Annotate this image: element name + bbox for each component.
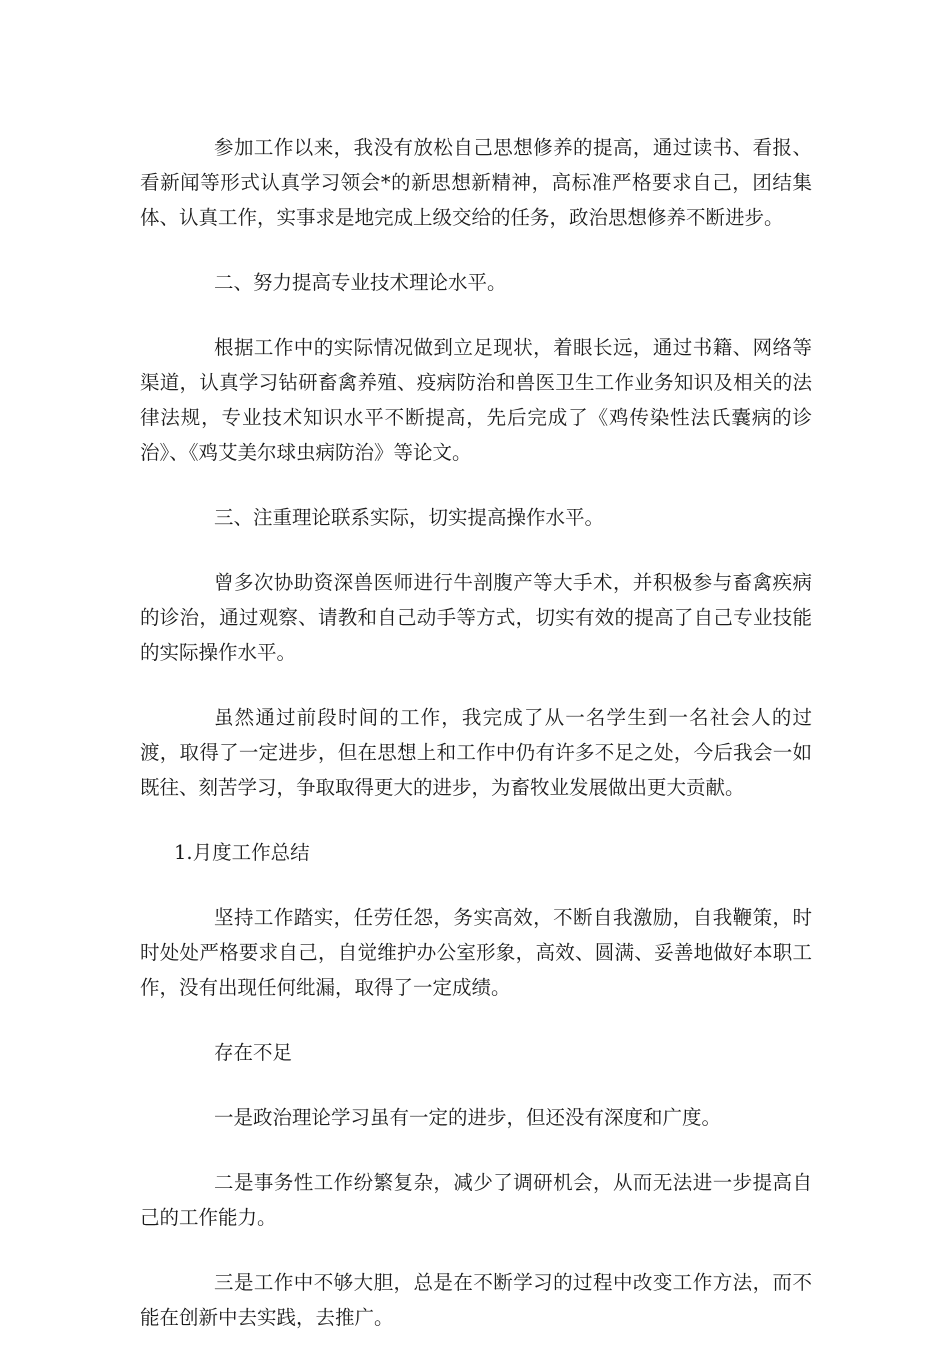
paragraph-shortcoming-1: 一是政治理论学习虽有一定的进步，但还没有深度和广度。 [214,1106,722,1129]
paragraph-political-study: 参加工作以来，我没有放松自己思想修养的提高，通过读书、看报、看新闻等形式认真学习领会*的新思想新精神，高标准严格要求自己，团结集体、认真工作，实事求是地完成上级交给的任务，政治思想修养不断进步。 [140,136,812,229]
paragraph-work-attitude: 坚持工作踏实，任劳任怨，务实高效，不断自我激励，自我鞭策，时时处处严格要求自己，自觉维护办公室形象，高效、圆满、妥善地做好本职工作，没有出现任何纰漏，取得了一定成绩。 [140,906,812,999]
document-body [140,130,812,1365]
paragraph-summary: 虽然通过前段时间的工作，我完成了从一名学生到一名社会人的过渡，取得了一定进步，但在思想上和工作中仍有许多不足之处，今后我会一如既往、刻苦学习，争取取得更大的进步，为畜牧业发展做出更大贡献。 [140,706,812,799]
section-heading-2: 二、努力提高专业技术理论水平。 [214,271,507,294]
paragraph-shortcoming-2: 二是事务性工作纷繁复杂，减少了调研机会，从而无法进一步提高自己的工作能力。 [140,1171,812,1229]
paragraph-professional-study: 根据工作中的实际情况做到立足现状，着眼长远，通过书籍、网络等渠道，认真学习钻研畜禽养殖、疫病防治和兽医卫生工作业务知识及相关的法律法规，专业技术知识水平不断提高，先后完成了《鸡传染性法氏囊病的诊治》、《鸡艾美尔球虫病防治》等论文。 [140,336,812,464]
heading-shortcomings: 存在不足 [214,1041,293,1064]
paragraph-practice: 曾多次协助资深兽医师进行牛剖腹产等大手术，并积极参与畜禽疾病的诊治，通过观察、请教和自己动手等方式，切实有效的提高了自己专业技能的实际操作水平。 [140,571,812,664]
numbered-heading-monthly-summary: 1.月度工作总结 [174,841,310,864]
paragraph-shortcoming-3: 三是工作中不够大胆，总是在不断学习的过程中改变工作方法，而不能在创新中去实践，去推广。 [140,1271,812,1329]
section-heading-3: 三、注重理论联系实际，切实提高操作水平。 [214,506,605,529]
